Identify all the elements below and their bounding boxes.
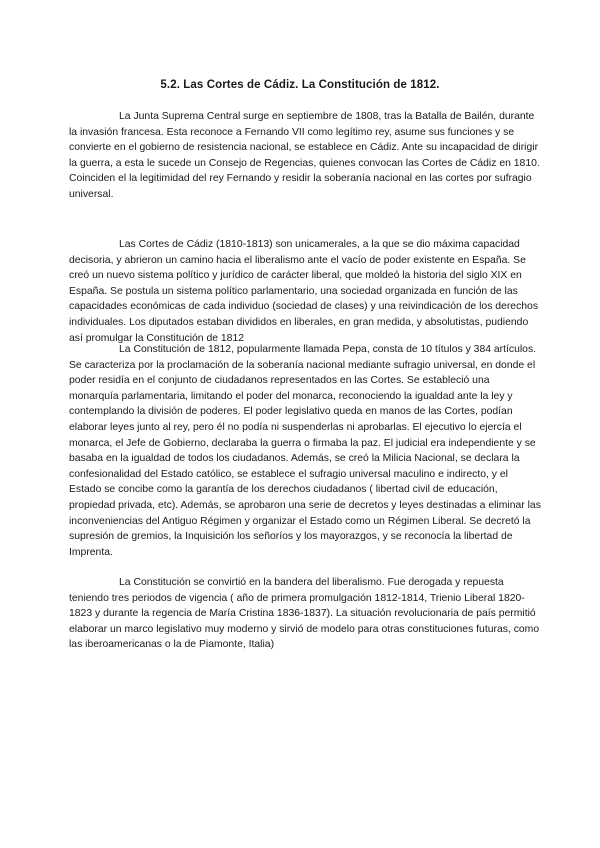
paragraph-cortes-de-cadiz: Las Cortes de Cádiz (1810-1813) son unicamerales, a la que se dio máxima capacidad decisoria, y abrieron un camino hacia el liberalismo ante el vacío de poder existente en España. Se creó un nuevo sistema político y jurídico de carácter liberal, que moldeó la historia del siglo XIX en España. Se postula un sistema político parlamentario, una sociedad organizada en función de las capacidades económicas de cada individuo (sociedad de clases) y una reivindicación de los derechos individuales. Los diputados estaban divididos en liberales, en gran medida, y absolutistas, pudiendo así promulgar la Constitución de 1812 — [69, 239, 539, 344]
paragraph-junta-suprema: La Junta Suprema Central surge en septiembre de 1808, tras la Batalla de Bailén, durante la invasión francesa. Esta reconoce a Fernando VII como legítimo rey, asume sus funciones y se convierte en el gobierno de resistencia nacional, se establece en Cádiz. Ante su incapacidad de dirigir la guerra, a esta le sucede un Consejo de Regencias, quienes convocan las Cortes de Cádiz en 1810. Coinciden el la legitimidad del rey Fernando y residir la soberanía nacional en las cortes por sufragio universal. — [69, 111, 540, 200]
paragraph-bandera-liberalismo: La Constitución se convirtió en la bandera del liberalismo. Fue derogada y repuesta teniendo tres periodos de vigencia ( año de primera promulgación 1812-1814, Trienio Liberal 1820-1823 y durante la regencia de María Cristina 1836-1837). La situación revolucionaria de país permitió elaborar un marco legislativo muy moderno y sirvió de modelo para otras constituciones futuras, como las iberoamericanas o la de Piamonte, Italia) — [69, 577, 540, 651]
paragraph-constitucion-1812: La Constitución de 1812, popularmente llamada Pepa, consta de 10 títulos y 384 artículos. Se caracteriza por la proclamación de la soberanía nacional mediante sufragio universal, en donde el poder residía en el conjunto de ciudadanos representados en las Cortes. Se estableció una monarquía parlamentaria, limitando el poder del monarca, reconociendo la igualdad ante la ley y contemplando la división de poderes. El poder legislativo queda en manos de las Cortes, podían elaborar leyes junto al rey, pero él no podía ni suspenderlas ni aprobarlas. El ejecutivo lo ejercía el monarca, el Jefe de Gobierno, declaraba la guerra o firmaba la paz. El judicial era independiente y se basaba en la igualdad de todos los ciudadanos. Además, se creó la Milicia Nacional, se declara la confesionalidad del Estado católico, se establece el sufragio universal maculino e indirecto, y el Estado se concibe como la garantía de los derechos ciudadanos ( libertad civil de educación, propiedad privada, etc). Además, se aprobaron una serie de decretos y leyes destinadas a eliminar las inconveniencias del Antiguo Régimen y organizar el Estado como un Régimen Liberal. Se decretó la supresión de gremios, la Inquisición los señoríos y los mayorazgos, y se reconocía la libertad de Imprenta. — [69, 344, 541, 558]
page-title: 5.2. Las Cortes de Cádiz. La Constitución de 1812. — [160, 79, 440, 91]
